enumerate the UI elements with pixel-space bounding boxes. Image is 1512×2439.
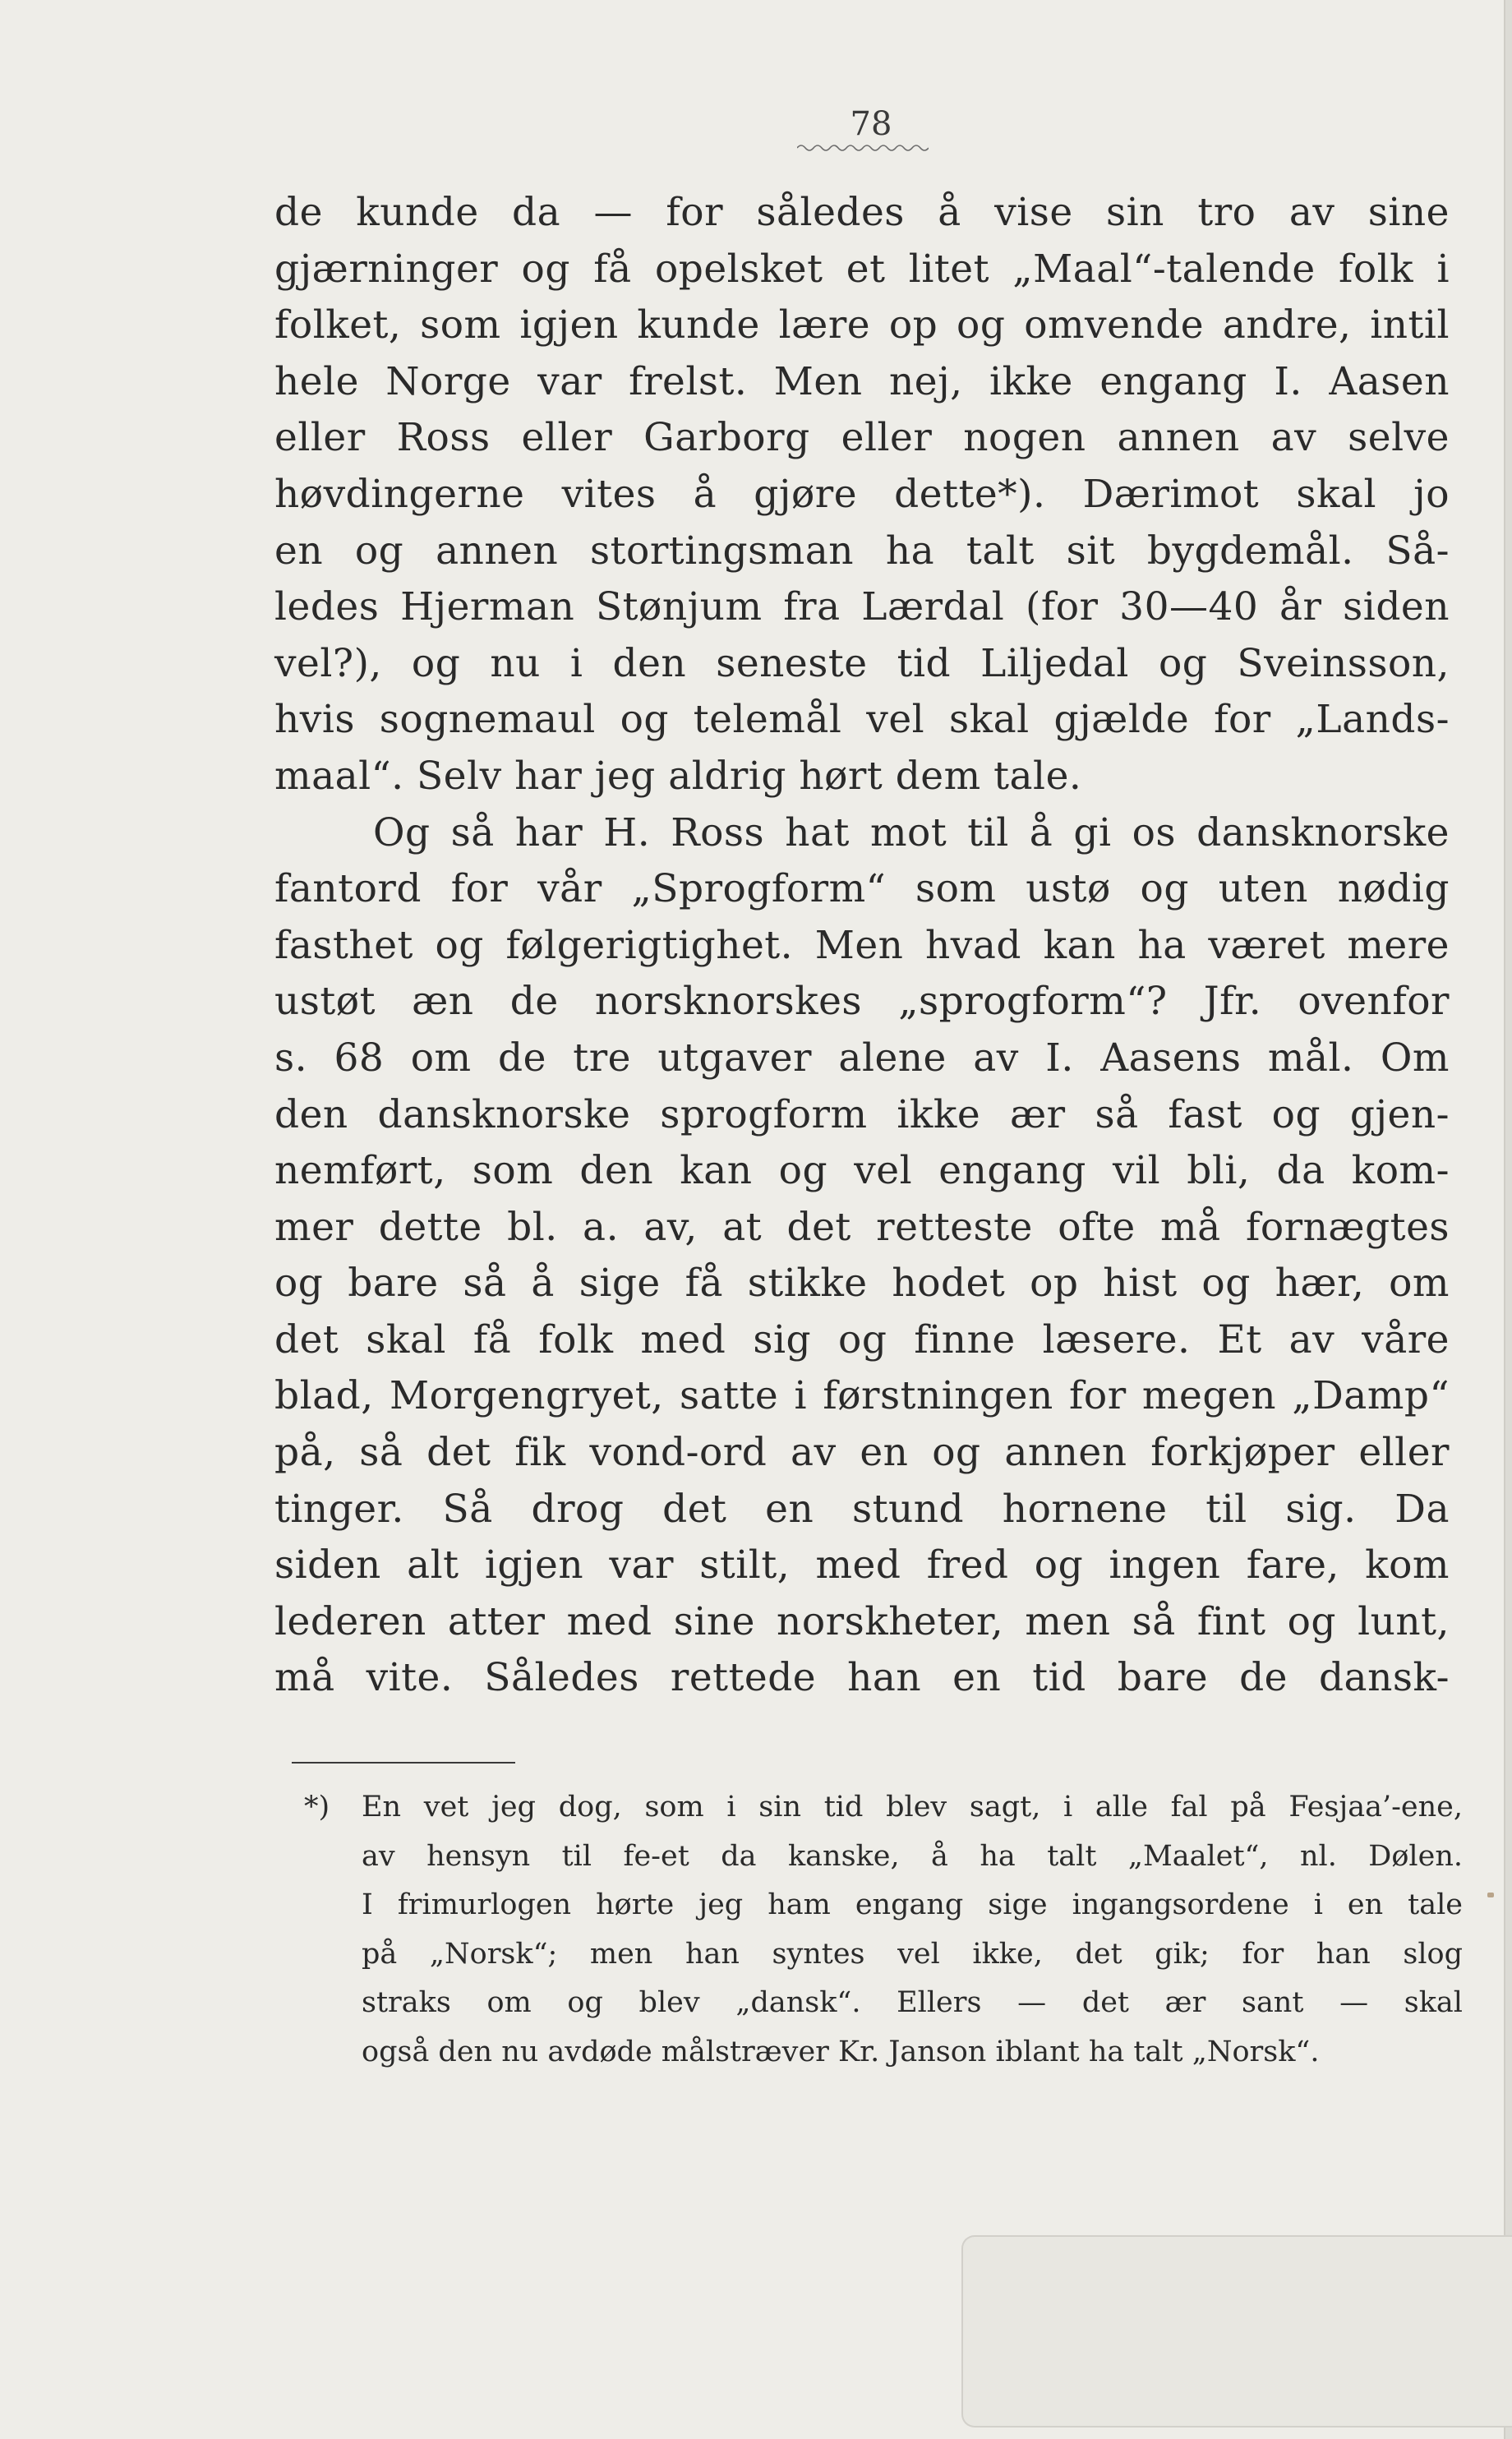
body-line: fasthet og følgerigtighet. Men hvad kan ha været mere (274, 922, 1450, 968)
body-line: eller Ross eller Garborg eller nogen annen av selve (274, 415, 1450, 461)
body-line: blad, Morgengryet, satte i førstningen for megen „Damp“ (274, 1373, 1450, 1419)
body-line: folket, som igjen kunde lære op og omvende andre, intil (274, 302, 1450, 348)
body-line: de kunde da — for således å vise sin tro av sine (274, 190, 1450, 235)
body-line: hele Norge var frelst. Men nej, ikke engang I. Aasen (274, 358, 1450, 404)
footnote-line: også den nu avdøde målstræver Kr. Janson iblant ha talt „Norsk“. (362, 2035, 1320, 2068)
footnote-line-text: En vet jeg dog, som i sin tid blev sagt, i alle fal på Fesjaa’-ene, (362, 1791, 1463, 1823)
footnote-marker: *) (304, 1791, 330, 1823)
footnote-divider (292, 1762, 515, 1764)
body-line: fantord for vår „Sprogform“ som ustø og uten nødig (274, 866, 1450, 912)
page-edge-shadow (1504, 0, 1512, 2439)
footnote-line (304, 1783, 1463, 1833)
footnote-line: I frimurlogen hørte jeg ham engang sige ingangsordene i en tale (362, 1888, 1463, 1921)
body-line: hvis sognemaul og telemål vel skal gjælde for „Lands- (274, 697, 1450, 743)
body-line: lederen atter med sine norskheter, men så fint og lunt, (274, 1598, 1450, 1644)
body-line: s. 68 om de tre utgaver alene av I. Aasens mål. Om (274, 1035, 1450, 1081)
body-line: gjærninger og få opelsket et litet „Maal“-talende folk i (274, 246, 1450, 292)
footnote-line: straks om og blev „dansk“. Ellers — det ær sant — skal (362, 1986, 1463, 2019)
body-line: maal“. Selv har jeg aldrig hørt dem tale. (274, 753, 1082, 799)
footnote-line: på „Norsk“; men han syntes vel ikke, det gik; for han slog (362, 1937, 1463, 1971)
body-line: den dansknorske sprogform ikke ær så fast og gjen- (274, 1091, 1450, 1137)
body-line: vel?), og nu i den seneste tid Liljedal og Sveinsson, (274, 640, 1450, 686)
body-line: mer dette bl. a. av, at det retteste ofte må fornægtes (274, 1204, 1450, 1250)
body-line: ustøt æn de norsknorskes „sprogform“? Jfr. ovenfor (274, 979, 1450, 1025)
footnote (304, 1783, 1463, 2077)
body-line: tinger. Så drog det en stund hornene til sig. Da (274, 1486, 1450, 1532)
body-line: Og så har H. Ross hat mot til å gi os dansknorske (373, 809, 1450, 855)
body-line: ledes Hjerman Stønjum fra Lærdal (for 30—40 år siden (274, 584, 1450, 630)
body-line: høvdingerne vites å gjøre dette*). Dærimot skal jo (274, 471, 1450, 517)
body-text (274, 185, 1450, 1707)
footnote-line: av hensyn til fe-et da kanske, å ha talt „Maalet“, nl. Dølen. (362, 1839, 1463, 1873)
margin-mark (1487, 1893, 1494, 1897)
page-number-ornament (797, 141, 929, 154)
body-line: må vite. Således rettede han en tid bare de dansk- (274, 1655, 1450, 1701)
body-line: siden alt igjen var stilt, med fred og ingen fare, kom (274, 1542, 1450, 1588)
body-line: og bare så å sige få stikke hodet op hist og hær, om (274, 1261, 1450, 1307)
library-label-outline (961, 2235, 1512, 2427)
page-number: 78 (850, 105, 892, 143)
body-line: det skal få folk med sig og finne læsere. Et av våre (274, 1316, 1450, 1362)
body-line: på, så det fik vond-ord av en og annen forkjøper eller (274, 1430, 1450, 1476)
body-line: nemført, som den kan og vel engang vil bli, da kom- (274, 1148, 1450, 1194)
body-line: en og annen stortingsman ha talt sit bygdemål. Så- (274, 528, 1450, 574)
